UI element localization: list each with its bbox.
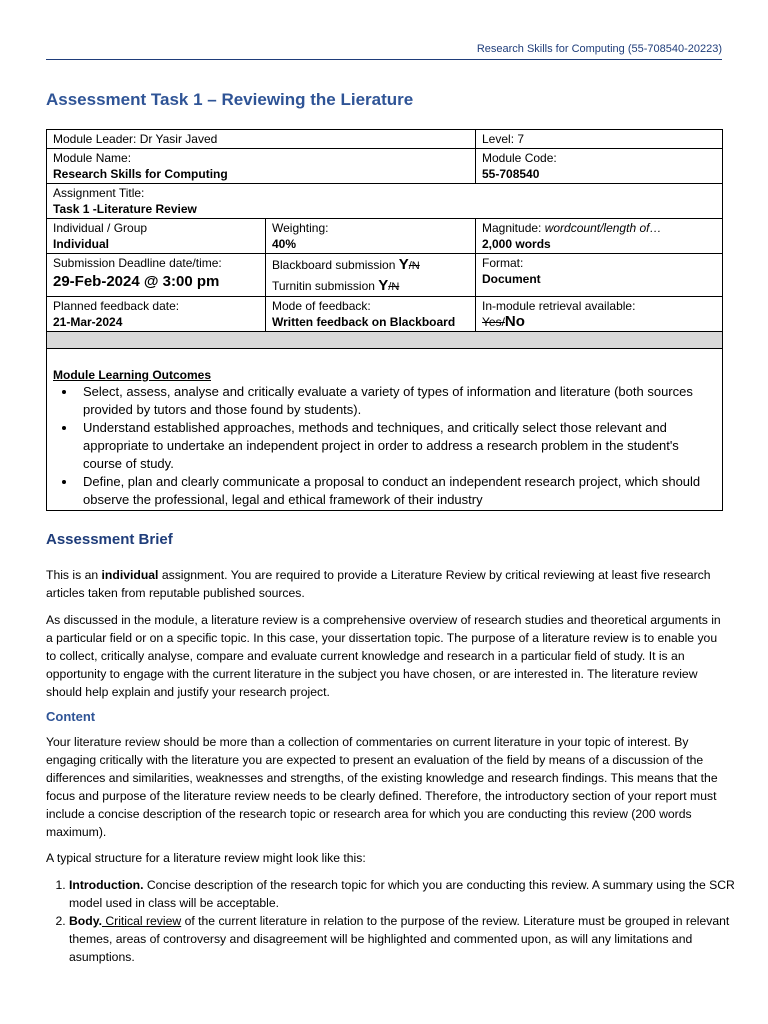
- individual-group-label: Individual / Group: [53, 221, 148, 235]
- feedback-mode-value: Written feedback on Blackboard: [272, 315, 456, 329]
- page-title: Assessment Task 1 – Reviewing the Lieraturе: [46, 90, 414, 109]
- header-rule: [46, 59, 722, 60]
- magnitude-label-italic: wordcount/length of…: [544, 221, 662, 235]
- deadline-label: Submission Deadline date/time:: [53, 256, 222, 270]
- blackboard-no: /N: [408, 260, 420, 272]
- feedback-date-cell: [47, 297, 266, 332]
- format-cell: [476, 254, 723, 297]
- p1-start: This is an: [46, 568, 102, 582]
- weighting-value: 40%: [272, 237, 297, 251]
- structure-intro: A typical structure for a literature review might look like this:: [46, 851, 366, 865]
- item2-underlined: Critical review: [101, 914, 182, 928]
- feedback-date-value: 21-Mar-2024: [53, 315, 123, 329]
- magnitude-value: 2,000 words: [482, 237, 551, 251]
- item1-title: Introduction.: [69, 878, 144, 892]
- p1-end: assignment. You are required to provide a Literature Review by critical reviewing at least five research articles taken from reputable published sources.: [46, 568, 711, 600]
- content-heading: Content: [46, 709, 96, 724]
- item1-text: Concise description of the research topic for which you are conducting this review. A summary using the SCR model used in class will be acceptable.: [69, 878, 735, 910]
- assessment-info-table: [46, 129, 723, 511]
- turnitin-no: /N: [388, 281, 400, 293]
- format-value: Document: [482, 272, 541, 286]
- turnitin-label: Turnitin submission: [272, 279, 379, 293]
- learning-outcome-item: • Understand established approaches, methods and techniques, and critically select those relevant and appropriate to undertake an independent project in order to address a research problem in the student's course of study.: [77, 419, 716, 473]
- learning-outcome-item: • Select, assess, analyse and critically evaluate a variety of types of information and literature (both sources provided by tutors and those found by students).: [77, 383, 716, 419]
- module-name-label: Module Name:: [53, 151, 132, 165]
- brief-paragraph-2: As discussed in the module, a literature review is a comprehensive overview of research studies and theoretical arguments in a particular field or on a specific topic. In this case, your dissertation topic. The purpose of a literature review is to enable you to collect, critically analyse, compare and evaluate current knowledge and research in a particular field of study. It is an opportunity to engage with the current literature in the subject you have chosen, or are interested in. The literature review should help explain and justify your research project.: [46, 613, 721, 699]
- learning-outcomes-cell: [47, 349, 723, 511]
- blackboard-label: Blackboard submission: [272, 258, 399, 272]
- learning-outcomes-list: [53, 383, 716, 509]
- submission-cell: [266, 254, 476, 297]
- p1-bold: individual: [101, 568, 159, 582]
- module-name-value: Research Skills for Computing: [53, 167, 228, 181]
- format-label: Format:: [482, 256, 524, 270]
- deadline-cell: [47, 254, 266, 297]
- level: Level: 7: [482, 132, 525, 146]
- assignment-title-value: Task 1 -Literature Review: [53, 202, 197, 216]
- assignment-title-label: Assignment Title:: [53, 186, 145, 200]
- individual-group-value: Individual: [53, 237, 110, 251]
- module-leader: Module Leader: Dr Yasir Javed: [53, 132, 218, 146]
- magnitude-cell: [476, 219, 723, 254]
- module-code-cell: [476, 149, 723, 184]
- turnitin-yes: Y: [378, 277, 389, 294]
- grey-divider-row: [47, 332, 723, 349]
- structure-list: [46, 876, 745, 966]
- weighting-label: Weighting:: [272, 221, 329, 235]
- retrieval-value: [482, 314, 716, 330]
- feedback-mode-label: Mode of feedback:: [272, 299, 371, 313]
- structure-item-body: [69, 912, 745, 966]
- feedback-mode-cell: [266, 297, 476, 332]
- turnitin-submission: [272, 278, 469, 295]
- structure-item-introduction: [69, 876, 745, 912]
- module-name-cell: [47, 149, 476, 184]
- content-paragraph: Your literature review should be more than a collection of commentaries on current literature in your topic of interest. By engaging critically with the literature you are expected to present an evaluation of the field by means of a discussion of the differences and similarities, weaknesses and strengths, of the existing knowledge and research findings. This means that the focus and purpose of the literature review needs to be clearly defined. Therefore, the introductory section of your report must include a concise description of the research topic or research area for which you are conducting this review (200 words maximum).: [46, 735, 718, 839]
- blackboard-submission: [272, 257, 469, 274]
- item2-text: of the current literature in relation to the purpose of the review. Literature must be grouped in relevant themes, areas of controversy and disagreement will be highlighted and commented upon, as will any limitations and asumptions.: [69, 914, 730, 964]
- module-code-label: Module Code:: [482, 151, 557, 165]
- item2-title: Body.: [69, 914, 102, 928]
- brief-paragraph-1: [46, 566, 722, 602]
- feedback-date-label: Planned feedback date:: [53, 299, 180, 313]
- assignment-title-cell: [47, 184, 723, 219]
- retrieval-no: No: [504, 313, 525, 330]
- individual-group-cell: [47, 219, 266, 254]
- magnitude-label: [482, 220, 716, 236]
- deadline-value: 29-Feb-2024 @ 3:00 pm: [53, 273, 220, 290]
- module-code-value: 55-708540: [482, 167, 540, 181]
- retrieval-cell: [476, 297, 723, 332]
- running-header: Research Skills for Computing (55-708540-20223): [476, 43, 722, 55]
- retrieval-label: In-module retrieval available:: [482, 299, 636, 313]
- level-cell: [476, 130, 723, 149]
- learning-outcome-item: • Define, plan and clearly communicate a proposal to conduct an independent research project, which should observe the professional, legal and ethical framework of their industry: [77, 473, 716, 509]
- learning-outcomes-title: Module Learning Outcomes: [53, 368, 212, 382]
- blackboard-yes: Y: [398, 256, 409, 273]
- assessment-brief-heading: Assessment Brief: [46, 531, 173, 548]
- weighting-cell: [266, 219, 476, 254]
- module-leader-cell: [47, 130, 476, 149]
- magnitude-label-text: Magnitude:: [482, 221, 545, 235]
- retrieval-yes: Yes/: [482, 315, 505, 329]
